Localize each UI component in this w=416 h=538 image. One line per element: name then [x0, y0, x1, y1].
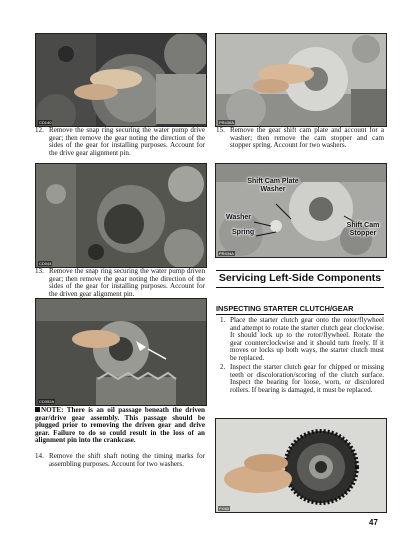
- photo-code: PR434A: [219, 251, 234, 256]
- step-text: Remove the shift shaft noting the timing marks for assembling purposes. Account for two washers.: [49, 452, 205, 468]
- subheading-text: INSPECTING STARTER CLUTCH/GEAR: [216, 304, 354, 313]
- note-text: NOTE: There is an oil passage beneath the driven gear/drive gear assembly. This passage should be plugged prior to removing the driven gear and drive gear. Failure to do so could result in the loss of an alignment pin into the crankcase.: [35, 406, 205, 445]
- photo-cam-stopper: [215, 33, 387, 127]
- callout-shift-cam-plate-washer: Shift Cam Plate Washer: [247, 178, 299, 193]
- subheading: [216, 304, 384, 315]
- photo-starter-clutch-gear: [215, 418, 387, 513]
- photo-water-pump-drive-gear: [35, 33, 207, 127]
- warning-icon: [35, 407, 40, 412]
- step-12: [35, 127, 205, 157]
- callout-washer: Washer: [226, 214, 252, 221]
- starter-gear-illustration: [216, 419, 386, 512]
- step-text: Remove the snap ring securing the water pump driven gear; then remove the gear noting the direction of the sides of the gear for installing purposes. Account for the driven gear alignment pin.: [49, 267, 205, 298]
- step-number: 12.: [35, 126, 44, 134]
- note-oil-passage: [35, 407, 205, 445]
- step-text: Place the starter clutch gear onto the rotor/flywheel and attempt to rotate the starter clutch gear clockwise. It should lock up to the rotor/flywheel. Rotate the gear counterclockwise and it should turn freely. If it moves or locks up both ways, the starter clutch must be replaced.: [230, 316, 384, 362]
- engine-photo-illustration: [36, 164, 206, 267]
- engine-photo-illustration: [216, 34, 386, 126]
- section-title: [216, 270, 384, 288]
- step-13: [35, 268, 205, 298]
- photo-code: FI065: [219, 506, 230, 511]
- step-number: 2.: [220, 363, 226, 371]
- step-14: [35, 453, 205, 468]
- step-number: 13.: [35, 267, 44, 275]
- callout-shift-cam-stopper: Shift Cam Stopper: [346, 222, 380, 237]
- section-title-text: Servicing Left-Side Components: [218, 272, 382, 284]
- photo-shift-cam-plate: [215, 163, 387, 258]
- step-number: 1.: [220, 316, 226, 324]
- callout-spring: Spring: [232, 229, 255, 236]
- engine-photo-illustration: [36, 34, 206, 126]
- photo-water-pump-driven-gear: [35, 163, 207, 268]
- engine-photo-illustration: [36, 299, 206, 405]
- step-text: Inspect the starter clutch gear for chipped or missing teeth or discoloration/scoring of the clutch surface. Inspect the bearing for loose, worn, or discolored rollers. If bearing is damaged, it must be replaced.: [230, 363, 384, 394]
- photo-code: CD052A: [39, 399, 55, 404]
- page-number: 47: [369, 518, 378, 527]
- photo-code: CD044: [39, 261, 52, 266]
- inspect-step-2: [216, 364, 384, 394]
- step-number: 14.: [35, 452, 44, 460]
- inspect-step-1: [216, 317, 384, 363]
- step-number: 15.: [216, 126, 225, 134]
- photo-code: CD140: [39, 120, 52, 125]
- step-text: Remove the snap ring securing the water pump drive gear; then remove the gear noting the direction of the sides of the gear for installing purposes. Account for the drive gear alignment pin.: [49, 126, 205, 157]
- photo-driven-gear-removal: [35, 298, 207, 406]
- step-text: Remove the gear shift cam plate and account for a washer; then remove the cam stopper and cam stopper spring. Account for two washers.: [230, 126, 384, 150]
- photo-code: PR436A: [219, 120, 234, 125]
- step-15: [216, 127, 384, 150]
